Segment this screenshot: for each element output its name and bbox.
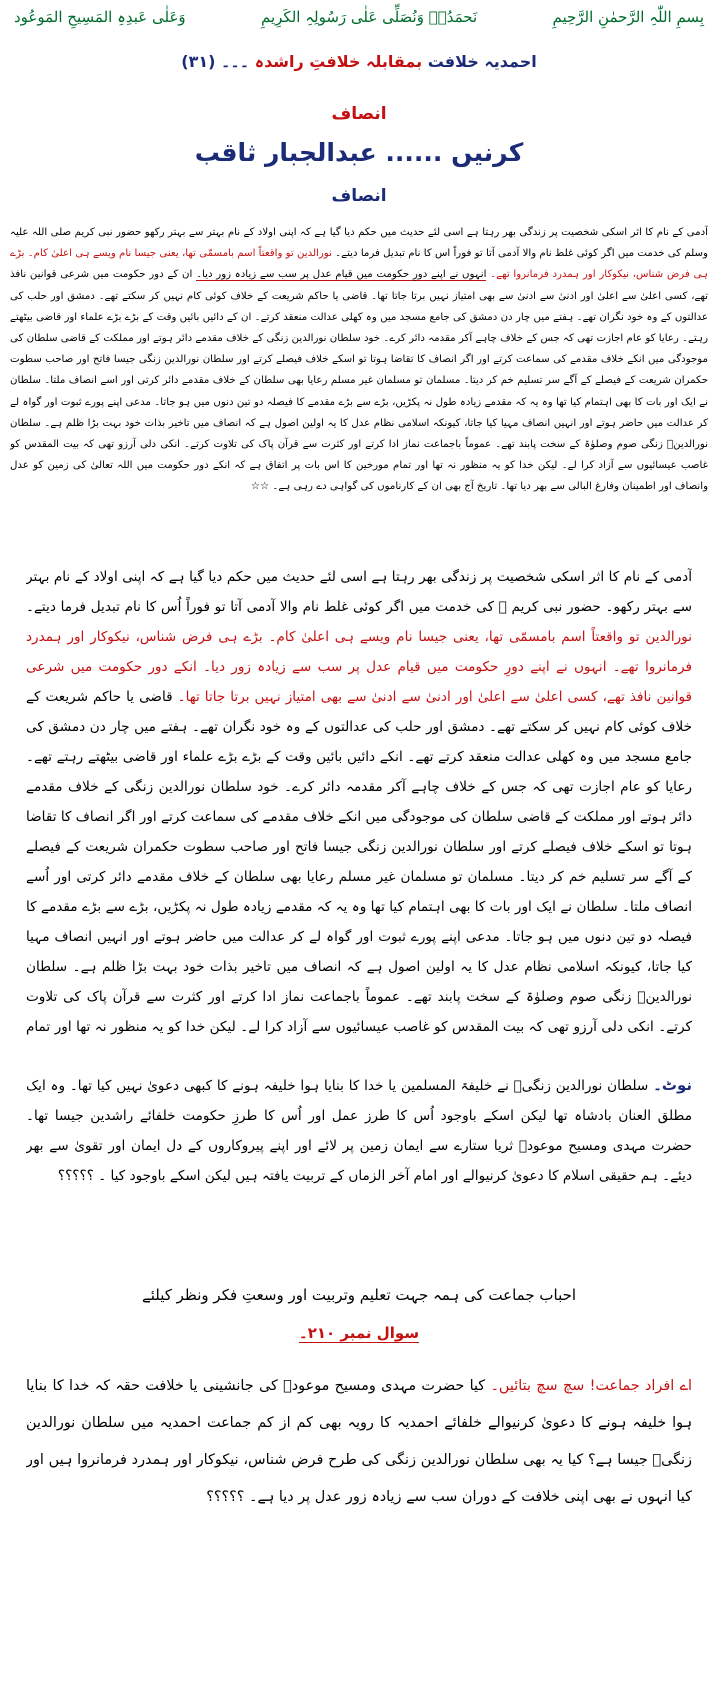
section-label: انصاف xyxy=(331,104,387,124)
invitation-heading: احباب جماعت کی ہمہ جہت تعلیم وتربیت اور وسعتِ فکر ونظر کیلئے xyxy=(141,1286,577,1304)
main-article-text xyxy=(26,562,692,1042)
note-block xyxy=(26,1070,692,1220)
article-subtitle: انصاف xyxy=(331,186,387,206)
series-title-part1: احمدیہ خلافت xyxy=(427,52,537,71)
question-number-text: سوال نمبر ۲۱۰۔ xyxy=(298,1324,420,1342)
clipping-underlined: انہوں نے اپنے دورِ حکومت میں قیام عدل پر سب سے زیادہ زور دیا۔ xyxy=(196,269,487,281)
main-paragraph-1: آدمی کے نام کا اثر اسکی شخصیت پر زندگی بھر رہتا ہے اسی لئے حدیث میں حکم دیا گیا ہے کہ اپنی اولاد کے نام بہتر سے بہتر رکھو۔ حضور نبی کریم ﷺ کی خدمت میں اگر کوئی غلط نام والا آدمی آتا تو فوراً اُس کا نام تبدیل فرما دیتے۔ xyxy=(26,569,692,615)
clipping-paragraph-2: ان کے دور حکومت میں شرعی قوانین نافذ تھے، کسی اعلیٰ سے اعلیٰ اور ادنیٰ سے ادنیٰ سے بھی امتیاز نہیں برتا جاتا تھا۔ قاضی یا حاکم شریعت کے خلاف کوئی کام نہیں کر سکتے تھے۔ دمشق اور حلب کی عدالتوں کے وہ خود نگران تھے۔ ہفتے میں چار دن دمشق کی جامع مسجد میں وہ کھلی عدالت منعقد کرتے۔ ان کے دائیں بائیں وقت کے بڑے بڑے علماء اور قاضی بیٹھتے رہتے۔ رعایا کو عام اجازت تھی کہ جس کے خلاف چاہے آکر مقدمہ دائر کرے۔ خود سلطان نورالدین زنگی کے خلاف مقدمے دائر ہوتے اور مملکت کے قاضی سلطان کی موجودگی میں انکے خلاف مقدمے کی سماعت کرتے اور اگر انصاف کا تقاضا ہوتا تو اسکے خلاف فیصلے کرتے اور سلطان نورالدین زنگی جیسا فاتح اور صاحب سطوت حکمران شریعت کے فیصلے کے آگے سر تسلیم خم کر دیتا۔ مسلمان تو مسلمان غیر مسلم رعایا بھی سلطان کے خلاف مقدمے دائر کرتی اور اسے انصاف ملتا۔ سلطان نے ایک اور بات کا بھی اہتمام کیا تھا وہ یہ کہ مقدمے زیادہ طول نہ پکڑیں، بڑے سے بڑے مقدمے کا فیصلہ دو تین دنوں میں ہو جاتا۔ مدعی اپنے پورے ثبوت اور گواہ لے کر عدالت میں حاضر ہوتے اور انہیں انصاف مہیا کیا جاتا، کیونکہ اسلامی نظام عدل کا یہ اولین اصول ہے کہ انصاف میں تاخیر بذات خود بہت بڑا ظلم ہے۔ سلطان نورالدینؒ زنگی صوم وصلوٰۃ کے سخت پابند تھے۔ عموماً باجماعت نماز ادا کرتے اور کثرت سے قرآن پاک کی تلاوت کرتے۔ انکی دلی آرزو تھی کہ بیت المقدس کو غاصب عیسائیوں سے آزاد کرا لے۔ لیکن خدا کو یہ منظور نہ تھا اور تمام مورخین کا اس بات پر اتفاق ہے کہ انکے دور حکومت میں اللہ تعالیٰ کی زمین کو عدل وانصاف اور اطمینان وفارغ البالی سے بھر دیا تھا۔ تاریخ آج بھی ان کے کارناموں کی گواہی دے رہی ہے۔ ☆☆ xyxy=(10,269,708,493)
main-paragraph-2: قاضی یا حاکم شریعت کے خلاف کوئی کام نہیں کر سکتے تھے۔ دمشق اور حلب کی عدالتوں کے وہ خود نگران تھے۔ ہفتے میں چار دن دمشق کی جامع مسجد میں وہ کھلی عدالت منعقد کرتے تھے۔ انکے دائیں بائیں وقت کے بڑے بڑے علماء اور قاضی بیٹھتے رہتے تھے۔ رعایا کو عام اجازت تھی کہ جس کے خلاف چاہے آکر مقدمہ دائر کرے۔ خود سلطان نورالدین زنگی کے خلاف مقدمے دائر ہوتے اور مملکت کے قاضی سلطان کی موجودگی میں انکے خلاف مقدمے کی سماعت کرتے اور اگر انصاف کا تقاضا ہوتا تو اسکے خلاف فیصلے کرتے اور سلطان نورالدین زنگی جیسا فاتح اور صاحب سطوت حکمران شریعت کے فیصلے کے آگے سر تسلیم خم کر دیتا۔ مسلمان تو مسلمان غیر مسلم رعایا بھی سلطان کے خلاف مقدمے دائر کرتی اور اُسے انصاف ملتا۔ سلطان نے ایک اور بات کا بھی اہتمام کیا تھا وہ یہ کہ مقدمے زیادہ طول نہ پکڑیں، بڑے سے بڑے مقدمے کا فیصلہ دو تین دنوں میں ہو جاتا۔ مدعی اپنے پورے ثبوت اور گواہ لے کر عدالت میں حاضر ہوتے اور انہیں انصاف مہیا کیا جاتا، کیونکہ اسلامی نظام عدل کا یہ اولین اصول ہے کہ انصاف میں تاخیر بذات خود بہت بڑا ظلم ہے۔ سلطان نورالدینؒ زنگی صوم وصلوٰۃ کے سخت پابند تھے۔ عموماً باجماعت نماز ادا کرتے اور کثرت سے قرآن پاک کی تلاوت کرتے۔ انکی دلی آرزو تھی کہ بیت المقدس کو غاصب عیسائیوں سے آزاد کرا لے۔ لیکن خدا کو یہ منظور نہ تھا اور تمام xyxy=(26,689,692,1035)
bismillah-header xyxy=(14,8,704,26)
article-headline: کرنیں ...... عبدالجبار ثاقب xyxy=(194,138,524,167)
clipping-highlight: نورالدین تو واقعتاً اسم بامسمّی تھا، یعنی جیسا نام ویسے ہی اعلیٰ کام۔ بڑے ہی فرض شناس، نیکوکار اور ہمدرد فرمانروا تھے۔ xyxy=(10,248,708,281)
series-title xyxy=(0,52,718,71)
note-text: سلطان نورالدین زنگیؒ نے خلیفۃ المسلمین یا خدا کا بنایا ہوا خلیفہ ہونے کا کبھی دعویٰ نہیں کیا تھا۔ وہ ایک مطلق العنان بادشاہ تھا لیکن اسکے باوجود اُس کا طرز عمل اور اُس کا طرزِ حکومت خلفائے راشدین جیسا تھا۔ حضرت مہدی ومسیح موعودؑ ثریا ستارے سے ایمان زمین پر لائے اور اپنے پیروکاروں کے دل ایمان اور تقویٰ سے بھر دیئے۔ ہم حقیقی اسلام کا دعویٰ کرنیوالے اور امام آخر الزماں کے تربیت یافتہ ہیں لیکن اسکے باوجود کیا ۔ ؟؟؟؟؟ xyxy=(26,1078,692,1184)
series-title-part3: ۔۔۔ (۳۱) xyxy=(181,52,250,71)
bismillah-text: بِسمِ اللّٰہِ الرَّحمٰنِ الرَّحِیمِ xyxy=(552,8,704,26)
hamd-text: نَحمَدُہٗ وَنُصَلِّی عَلٰی رَسُولِہِ الکَرِیمِ xyxy=(260,8,478,26)
question-block xyxy=(26,1368,692,1556)
masih-text: وَعَلٰی عَبدِہِ المَسِیحِ المَوعُود xyxy=(14,8,186,26)
clipping-paragraph-1: آدمی کے نام کا اثر اسکی شخصیت پر زندگی بھر رہتا ہے اسی لئے حدیث میں حکم دیا گیا ہے کہ اپنی اولاد کے نام بہتر سے بہتر رکھو حضور نبی کریم صلی اللہ علیہ وسلم کی خدمت میں اگر کوئی غلط نام والا آدمی آتا تو فوراً اس کا نام تبدیل فرما دیتے۔ xyxy=(10,227,708,260)
series-title-part2: بمقابلہ خلافتِ راشدہ xyxy=(254,52,423,71)
note-label: نوٹ۔ xyxy=(653,1076,692,1094)
question-lead: اے افراد جماعت! سچ سچ بتائیں۔ xyxy=(490,1378,692,1394)
question-number xyxy=(0,1324,718,1342)
question-text: کیا حضرت مہدی ومسیح موعودؑ کی جانشینی یا خلافت حقہ کہ خدا کا بنایا ہوا خلیفہ ہونے کا دعویٰ کرنیوالے خلفائے احمدیہ کا رویہ بھی کم از کم جماعت احمدیہ میں سلطان نورالدین زنگیؒ جیسا ہے؟ کیا یہ بھی سلطان نورالدین زنگی کی طرح فرض شناس، نیکوکار اور ہمدرد فرمانروا ہیں اور کیا انہوں نے بھی اپنی خلافت کے دوران سب سے زیادہ زور عدل پر دیا ہے۔ ؟؟؟؟؟ xyxy=(26,1378,692,1505)
main-highlight: نورالدین تو واقعتاً اسم بامسمّی تھا، یعنی جیسا نام ویسے ہی اعلیٰ کام۔ بڑے ہی فرض شناس، نیکوکار اور ہمدرد فرمانروا تھے۔ انہوں نے اپنے دورِ حکومت میں قیام عدل پر سب سے زیادہ زور دیا۔ انکے دور حکومت میں شرعی قوانین نافذ تھے، کسی اعلیٰ سے اعلیٰ اور ادنیٰ سے ادنیٰ سے بھی امتیاز نہیں برتا جاتا تھا۔ xyxy=(26,629,692,705)
newspaper-clipping xyxy=(10,222,708,540)
